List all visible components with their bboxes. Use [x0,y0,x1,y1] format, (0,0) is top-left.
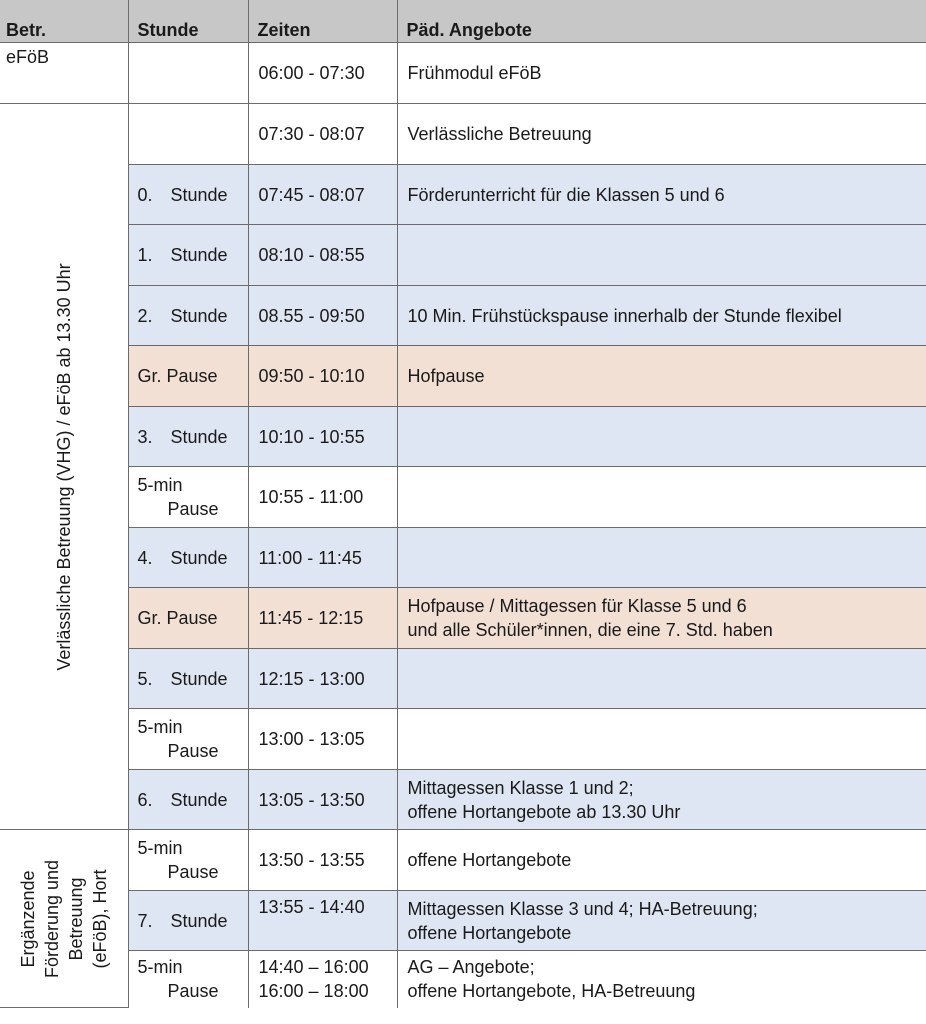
period-number: 2. [137,305,153,326]
table-row [0,467,926,528]
time-cell: 10:55 - 11:00 [248,467,397,528]
pause-duration: 5-min [137,957,183,978]
time-cell: 08:10 - 08:55 [248,225,397,286]
pause-duration: 5-min [137,838,183,858]
table-row [0,649,926,709]
header-row [0,0,926,43]
offer-cell: Hofpause [397,346,926,407]
period-number: 3. [137,426,153,447]
offer-cell [397,770,926,830]
time-line-2: 16:00 – 18:00 [258,981,369,1002]
group-hort-line: (eFöB), Hort [89,868,110,969]
offer-line-1: Mittagessen Klasse 1 und 2; [407,777,634,798]
offer-cell: offene Hortangebote [397,830,926,891]
period-cell [128,528,248,588]
offer-cell [397,649,926,709]
table-row [0,528,926,588]
offer-cell [397,467,926,528]
time-cell: 11:00 - 11:45 [248,528,397,588]
table-row [0,830,926,891]
period-label: Stunde [170,245,228,265]
period-cell [128,43,248,104]
period-cell: Gr. Pause [128,588,248,649]
offer-line-1: Mittagessen Klasse 3 und 4; HA-Betreuung; [407,898,758,919]
offer-line-2: offene Hortangebote [407,922,572,943]
period-number: 7. [137,910,153,931]
pause-label: Pause [167,862,219,882]
group-vhg [0,104,128,830]
period-label: Stunde [170,789,228,810]
pause-label: Pause [167,741,219,761]
group-hort [0,830,128,1008]
period-cell [128,891,248,951]
pause-duration: 5-min [137,717,183,737]
time-cell: 13:50 - 13:55 [248,830,397,891]
period-number: 1. [137,245,153,265]
time-cell: 07:30 - 08:07 [248,104,397,165]
group-hort-label [16,859,112,977]
offer-line-1: Hofpause / Mittagessen für Klasse 5 und 6 [407,596,747,616]
period-cell [128,770,248,830]
offer-cell: Verlässliche Betreuung [397,104,926,165]
header-betr: Betr. [0,0,128,43]
period-label: Stunde [170,547,228,568]
table-row [0,891,926,951]
offer-line-2: offene Hortangebote ab 13.30 Uhr [407,801,681,822]
pause-label: Pause [167,981,219,1002]
group-efoeb: eFöB [0,43,128,104]
group-hort-line: Förderung und [41,859,62,978]
offer-cell [397,588,926,649]
group-vhg-label: Verlässliche Betreuung (VHG) / eFöB ab 13.30 Uhr [53,262,74,671]
group-hort-line: Ergänzende [17,869,38,968]
time-cell: 13:55 - 14:40 [248,891,397,951]
offer-line-1: AG – Angebote; [407,957,535,978]
period-cell [128,467,248,528]
table-row [0,770,926,830]
time-cell: 13:05 - 13:50 [248,770,397,830]
table-row [0,709,926,770]
offer-cell [397,891,926,951]
table-row [0,165,926,225]
time-cell [248,951,397,1008]
period-number: 6. [137,789,153,810]
table-row [0,286,926,346]
period-cell [128,104,248,165]
table-row [0,407,926,467]
offer-cell: Förderunterricht für die Klassen 5 und 6 [397,165,926,225]
offer-cell [397,225,926,286]
time-cell: 09:50 - 10:10 [248,346,397,407]
time-cell: 10:10 - 10:55 [248,407,397,467]
group-hort-line: Betreuung [65,876,86,961]
table-row [0,951,926,1008]
period-cell [128,649,248,709]
table-row [0,346,926,407]
table-row [0,104,926,165]
offer-cell [397,951,926,1008]
table-row [0,43,926,104]
period-label: Stunde [170,910,228,931]
time-cell: 06:00 - 07:30 [248,43,397,104]
offer-cell [397,709,926,770]
pause-label: Pause [167,499,219,519]
period-cell [128,225,248,286]
period-label: Stunde [170,426,228,447]
time-cell: 07:45 - 08:07 [248,165,397,225]
period-cell [128,286,248,346]
period-cell: Gr. Pause [128,346,248,407]
period-number: 4. [137,547,153,568]
offer-cell [397,407,926,467]
period-cell [128,165,248,225]
period-label: Stunde [170,184,228,205]
header-zeiten: Zeiten [248,0,397,43]
period-cell [128,407,248,467]
period-cell [128,830,248,891]
offer-line-2: offene Hortangebote, HA-Betreuung [407,981,696,1002]
offer-cell [397,528,926,588]
period-label: Stunde [170,305,228,326]
period-cell [128,709,248,770]
time-cell: 08.55 - 09:50 [248,286,397,346]
table-row [0,225,926,286]
period-number: 0. [137,184,153,205]
period-cell [128,951,248,1008]
pause-duration: 5-min [137,475,183,495]
time-line-1: 14:40 – 16:00 [258,957,369,978]
time-cell: 12:15 - 13:00 [248,649,397,709]
header-stunde: Stunde [128,0,248,43]
time-cell: 11:45 - 12:15 [248,588,397,649]
period-number: 5. [137,668,153,689]
offer-cell: Frühmodul eFöB [397,43,926,104]
offer-cell: 10 Min. Frühstückspause innerhalb der Stunde flexibel [397,286,926,346]
header-angebote: Päd. Angebote [397,0,926,43]
table-row [0,588,926,649]
period-label: Stunde [170,668,228,689]
time-cell: 13:00 - 13:05 [248,709,397,770]
offer-line-2: und alle Schüler*innen, die eine 7. Std. haben [407,620,773,640]
